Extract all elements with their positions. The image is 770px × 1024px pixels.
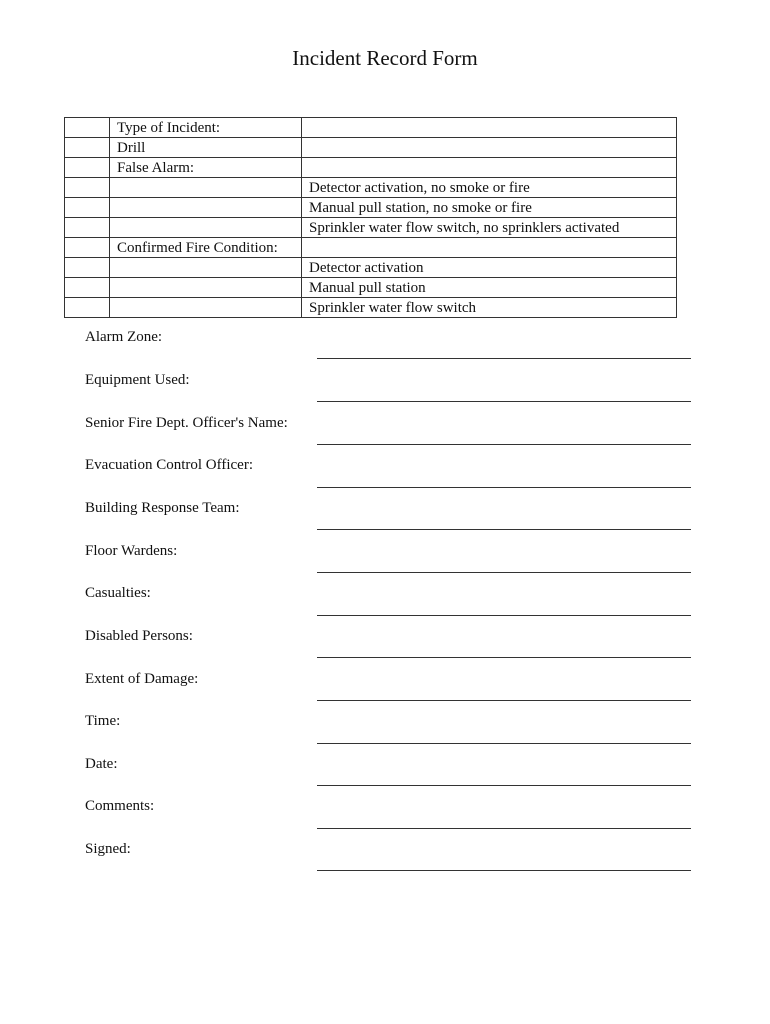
disabled-persons-label: Disabled Persons: <box>85 628 193 644</box>
incident-category-cell: Type of Incident: <box>110 118 302 138</box>
signed-label: Signed: <box>85 841 131 857</box>
building-response-team-label: Building Response Team: <box>85 500 240 516</box>
evacuation-control-officer-field[interactable] <box>317 487 691 488</box>
time-label: Time: <box>85 713 121 729</box>
extent-of-damage-label: Extent of Damage: <box>85 671 199 687</box>
incident-detail-cell: Manual pull station, no smoke or fire <box>302 198 677 218</box>
evacuation-control-officer-label: Evacuation Control Officer: <box>85 457 254 473</box>
alarm-zone-field[interactable] <box>317 358 691 359</box>
comments-field[interactable] <box>317 828 691 829</box>
incident-category-cell: Drill <box>110 138 302 158</box>
alarm-zone-label: Alarm Zone: <box>85 329 163 345</box>
building-response-team-field[interactable] <box>317 529 691 530</box>
senior-officer-name-label: Senior Fire Dept. Officer's Name: <box>85 415 288 431</box>
time-field[interactable] <box>317 743 691 744</box>
incident-detail-cell: Manual pull station <box>302 278 677 298</box>
incident-detail-cell: Sprinkler water flow switch <box>302 298 677 318</box>
signature-field[interactable] <box>317 870 691 871</box>
form-title: Incident Record Form <box>292 46 478 70</box>
casualties-field[interactable] <box>317 615 691 616</box>
equipment-used-label: Equipment Used: <box>85 372 190 388</box>
incident-category-cell: False Alarm: <box>110 158 302 178</box>
floor-wardens-label: Floor Wardens: <box>85 543 178 559</box>
comments-label: Comments: <box>85 798 155 814</box>
incident-detail-cell: Sprinkler water flow switch, no sprinklers activated <box>302 218 677 238</box>
extent-of-damage-field[interactable] <box>317 700 691 701</box>
equipment-used-field[interactable] <box>317 401 691 402</box>
floor-wardens-field[interactable] <box>317 572 691 573</box>
incident-category-cell: Confirmed Fire Condition: <box>110 238 302 258</box>
incident-detail-cell: Detector activation, no smoke or fire <box>302 178 677 198</box>
date-label: Date: <box>85 756 118 772</box>
incident-detail-cell: Detector activation <box>302 258 677 278</box>
casualties-label: Casualties: <box>85 585 151 601</box>
disabled-persons-field[interactable] <box>317 657 691 658</box>
senior-officer-name-field[interactable] <box>317 444 691 445</box>
date-field[interactable] <box>317 785 691 786</box>
